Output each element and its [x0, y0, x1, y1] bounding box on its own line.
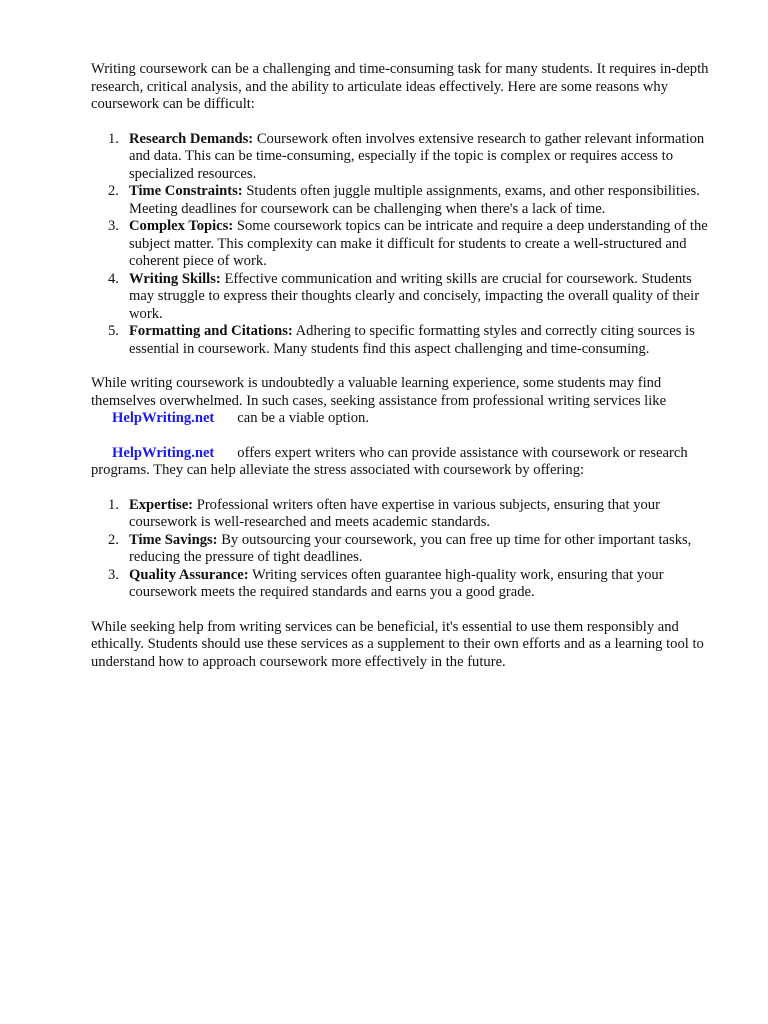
list-number: 2.: [108, 183, 119, 199]
list-term: Expertise:: [129, 496, 194, 513]
list-term: Formatting and Citations:: [129, 323, 293, 339]
list-item-quality-assurance: [91, 567, 719, 602]
offer-paragraph: [91, 445, 719, 480]
list-term: Research Demands:: [129, 130, 254, 147]
helpwriting-link[interactable]: HelpWriting.net: [112, 410, 215, 426]
list-text: Adhering to specific formatting styles and correctly citing sources is essential in coursework. Many students find this aspect challenging and time-consuming.: [129, 323, 695, 357]
list-number: 1.: [108, 496, 119, 513]
document-page: [91, 61, 719, 671]
difficulties-list: [91, 131, 719, 359]
list-term: Complex Topics:: [129, 218, 234, 234]
transition-paragraph: [91, 375, 719, 428]
list-term: Writing Skills:: [129, 270, 221, 287]
transition-text-after: can be a viable option.: [237, 410, 369, 426]
list-text: Professional writers often have expertise in various subjects, ensuring that your coursework is well-researched and meets academic standards.: [129, 496, 660, 530]
list-item-formatting-citations: [91, 323, 719, 358]
list-number: 1.: [108, 130, 119, 147]
list-number: 3.: [108, 566, 119, 583]
list-number: 5.: [108, 323, 119, 339]
list-item-expertise: [91, 497, 719, 532]
list-text: Students often juggle multiple assignments, exams, and other responsibilities. Meeting deadlines for coursework can be challenging when there's a lack of time.: [129, 183, 700, 217]
list-number: 2.: [108, 531, 119, 548]
list-text: Coursework often involves extensive research to gather relevant information and data. This can be time-consuming, especially if the topic is complex or requires access to specialized resources.: [129, 130, 705, 182]
list-number: 4.: [108, 270, 119, 287]
list-text: By outsourcing your coursework, you can free up time for other important tasks, reducing the pressure of tight deadlines.: [129, 531, 692, 565]
conclusion-paragraph: While seeking help from writing services can be beneficial, it's essential to use them responsibly and ethically. Students should use these services as a supplement to their own efforts and as a learning tool to understand how to approach coursework more effectively in the future.: [91, 618, 704, 670]
list-term: Quality Assurance:: [129, 566, 249, 583]
list-item-research-demands: [91, 131, 719, 184]
offer-text: offers expert writers who can provide assistance with coursework or research programs. They can help alleviate the stress associated with coursework by offering:: [91, 444, 688, 478]
helpwriting-link[interactable]: HelpWriting.net: [112, 444, 215, 461]
list-item-time-constraints: [91, 183, 719, 218]
list-term: Time Savings:: [129, 531, 218, 548]
list-item-time-savings: [91, 532, 719, 567]
list-item-writing-skills: [91, 271, 719, 324]
list-term: Time Constraints:: [129, 183, 243, 199]
transition-text: While writing coursework is undoubtedly a valuable learning experience, some students may find themselves overwhelmed. In such cases, seeking assistance from professional writing services like: [91, 375, 667, 409]
list-text: Effective communication and writing skills are crucial for coursework. Students may struggle to express their thoughts clearly and concisely, impacting the overall quality of their work.: [129, 270, 700, 322]
intro-paragraph: Writing coursework can be a challenging and time-consuming task for many students. It requires in-depth research, critical analysis, and the ability to articulate ideas effectively. Here are some reasons why coursework can be difficult:: [91, 61, 709, 112]
list-text: Some coursework topics can be intricate and require a deep understanding of the subject matter. This complexity can make it difficult for students to create a well-structured and coherent piece of work.: [129, 218, 708, 269]
list-number: 3.: [108, 218, 119, 234]
list-text: Writing services often guarantee high-quality work, ensuring that your coursework meets the required standards and earns you a good grade.: [129, 566, 664, 600]
list-item-complex-topics: [91, 218, 719, 271]
benefits-list: [91, 497, 719, 602]
